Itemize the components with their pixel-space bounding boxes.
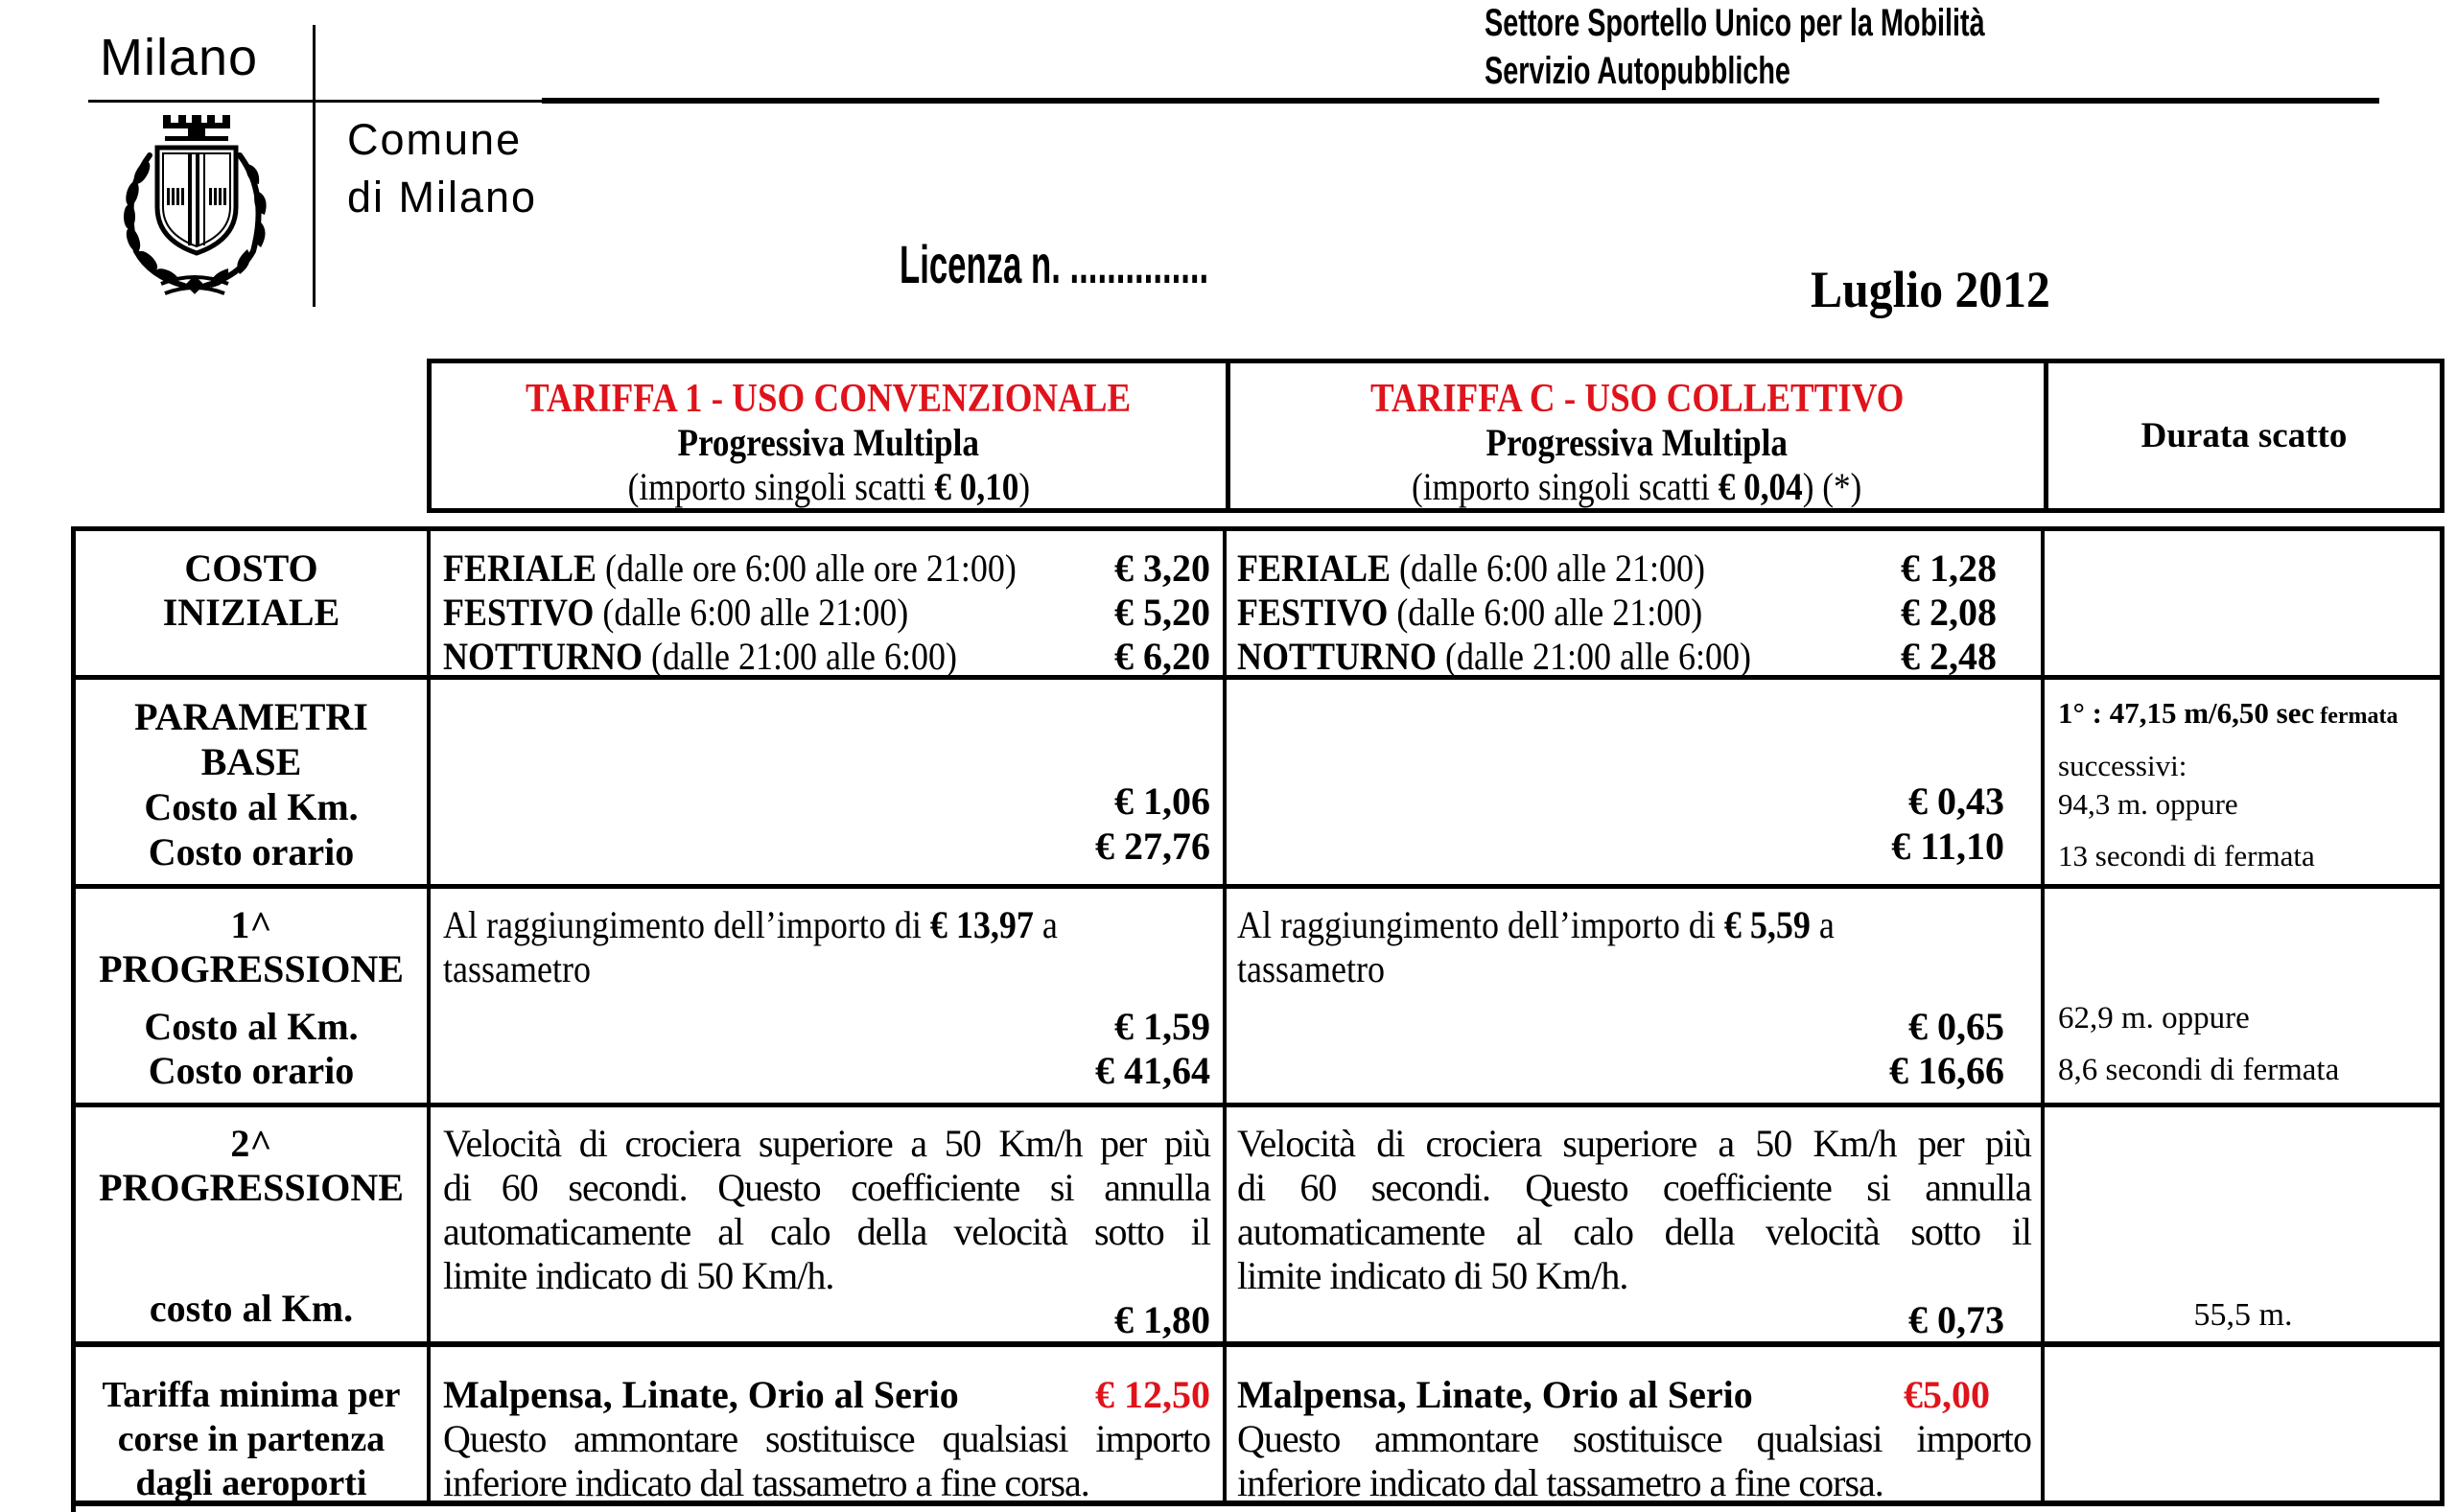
coat-of-arms-icon — [104, 115, 286, 297]
progressione-1-tariffa-c: Al raggiungimento dell’importo di € 5,59 a tassametro € 0,65 € 16,66 — [1237, 903, 2004, 1092]
costo-orario-value: € 11,10 — [1891, 825, 2004, 868]
sector-line-1: Settore Sportello Unico per la Mobilità — [1485, 4, 1985, 42]
brand-comune: Comune — [347, 115, 523, 164]
row-label-tariffa-minima: Tariffa minima per corse in partenza dagli aeroporti — [102, 1375, 401, 1503]
list-item: NOTTURNO (dalle 21:00 alle 6:00) € 6,20 — [443, 635, 1210, 678]
tariffa-minima-tariffa-1: Malpensa, Linate, Orio al Serio € 12,50 Questo ammontare sostituisce qualsiasi importo inferiore indicato dal tassametro a fine corsa. — [443, 1373, 1210, 1504]
tariffa-minima-tariffa-c: Malpensa, Linate, Orio al Serio €5,00 Questo ammontare sostituisce qualsiasi importo inferiore indicato dal tassametro a fine corsa. — [1237, 1373, 2031, 1504]
progressione-1-tariffa-1: Al raggiungimento dell’importo di € 13,97 a tassametro € 1,59 € 41,64 — [443, 903, 1210, 1092]
list-item: FERIALE (dalle ore 6:00 alle ore 21:00) € 3,20 — [443, 547, 1210, 590]
tariffa-1-title: TARIFFA 1 - USO CONVENZIONALE — [526, 377, 1132, 421]
airports-list: Malpensa, Linate, Orio al Serio — [1237, 1373, 1753, 1416]
costo-orario-value: € 27,76 — [1095, 825, 1210, 868]
brand-di-milano: di Milano — [347, 173, 538, 221]
list-item: NOTTURNO (dalle 21:00 alle 6:00) € 2,48 — [1237, 635, 1997, 678]
progressione-2-durata: 55,5 m. — [2193, 1297, 2293, 1333]
row-label-costo-iniziale: COSTO INIZIALE — [162, 547, 340, 634]
progressione-2-tariffa-1: Velocità di crociera superiore a 50 Km/h per più di 60 secondi. Questo coefficiente si annulla automaticamente al calo della velocità sotto il limite indicato di 50 Km/h. € 1,80 — [443, 1122, 1210, 1341]
row-label-parametri-base: PARAMETRI BASE Costo al Km. Costo orario — [134, 695, 368, 873]
sector-subtitle — [1485, 52, 1909, 90]
costo-km-value: € 0,73 — [1908, 1298, 2004, 1341]
progressione-1-durata: 62,9 m. oppure 8,6 secondi di fermata — [2058, 1001, 2340, 1087]
progressione-2-tariffa-c: Velocità di crociera superiore a 50 Km/h per più di 60 secondi. Questo coefficiente si annulla automaticamente al calo della velocità sotto il limite indicato di 50 Km/h. € 0,73 — [1237, 1122, 2031, 1341]
row-label-progressione-2: 2^ PROGRESSIONE costo al Km. — [99, 1122, 404, 1330]
brand-milano: Milano — [100, 29, 259, 86]
tariffa-c-note: (importo singoli scatti € 0,04) (*) — [1412, 465, 1862, 508]
document-date: Luglio 2012 — [1811, 261, 2050, 318]
costo-iniziale-tariffa-1 — [443, 547, 1210, 679]
tariffa-c-subtitle: Progressiva Multipla — [1485, 421, 1789, 464]
row-label-progressione-1: 1^ PROGRESSIONE Costo al Km. Costo orario — [99, 903, 404, 1092]
letterhead — [0, 0, 2456, 326]
list-item: FERIALE (dalle 6:00 alle 21:00) € 1,28 — [1237, 547, 1997, 590]
col-border — [2041, 526, 2045, 1506]
tariffa-1-note: (importo singoli scatti € 0,10) — [627, 465, 1030, 508]
airports-list: Malpensa, Linate, Orio al Serio — [443, 1373, 959, 1416]
costo-orario-value: € 41,64 — [1095, 1049, 1210, 1092]
list-item: FESTIVO (dalle 6:00 alle 21:00) € 2,08 — [1237, 591, 1997, 634]
col-border — [1223, 526, 1227, 1506]
costo-km-value: € 1,80 — [1114, 1298, 1210, 1341]
parametri-base-durata: 1° : 47,15 m/6,50 sec fermata successivi: 94,3 m. oppure 13 secondi di fermata — [2058, 696, 2398, 872]
costo-km-value: € 1,06 — [1114, 779, 1210, 823]
costo-iniziale-tariffa-c — [1237, 547, 2007, 679]
header-durata-scatto: Durata scatto — [2140, 416, 2348, 455]
tariffa-c-title: TARIFFA C - USO COLLETTIVO — [1369, 377, 1905, 421]
col-border — [427, 526, 431, 1506]
col-border — [2440, 526, 2444, 1506]
tariffa-1-subtitle: Progressiva Multipla — [677, 421, 980, 464]
tariff-column-headers — [427, 359, 2444, 513]
minimum-fare-amount: €5,00 — [1904, 1373, 1990, 1416]
costo-km-value: € 0,43 — [1908, 779, 2004, 823]
sector-title — [1485, 4, 2180, 42]
minimum-fare-amount: € 12,50 — [1095, 1373, 1210, 1416]
header-tariffa-1 — [432, 377, 1226, 509]
brand-rule — [88, 100, 545, 103]
parametri-base-tariffa-1 — [443, 779, 1210, 869]
parametri-base-tariffa-c — [1237, 779, 2004, 869]
license-number: Licenza n. ............... — [900, 234, 1209, 294]
brand-divider — [313, 25, 316, 307]
costo-km-value: € 1,59 — [1114, 1005, 1210, 1048]
sector-line-2: Servizio Autopubbliche — [1485, 52, 1790, 90]
costo-km-value: € 0,65 — [1908, 1005, 2004, 1048]
costo-orario-value: € 16,66 — [1889, 1049, 2004, 1092]
header-tariffa-c — [1230, 377, 2044, 509]
header-rule — [542, 98, 2379, 104]
list-item: FESTIVO (dalle 6:00 alle 21:00) € 5,20 — [443, 591, 1210, 634]
